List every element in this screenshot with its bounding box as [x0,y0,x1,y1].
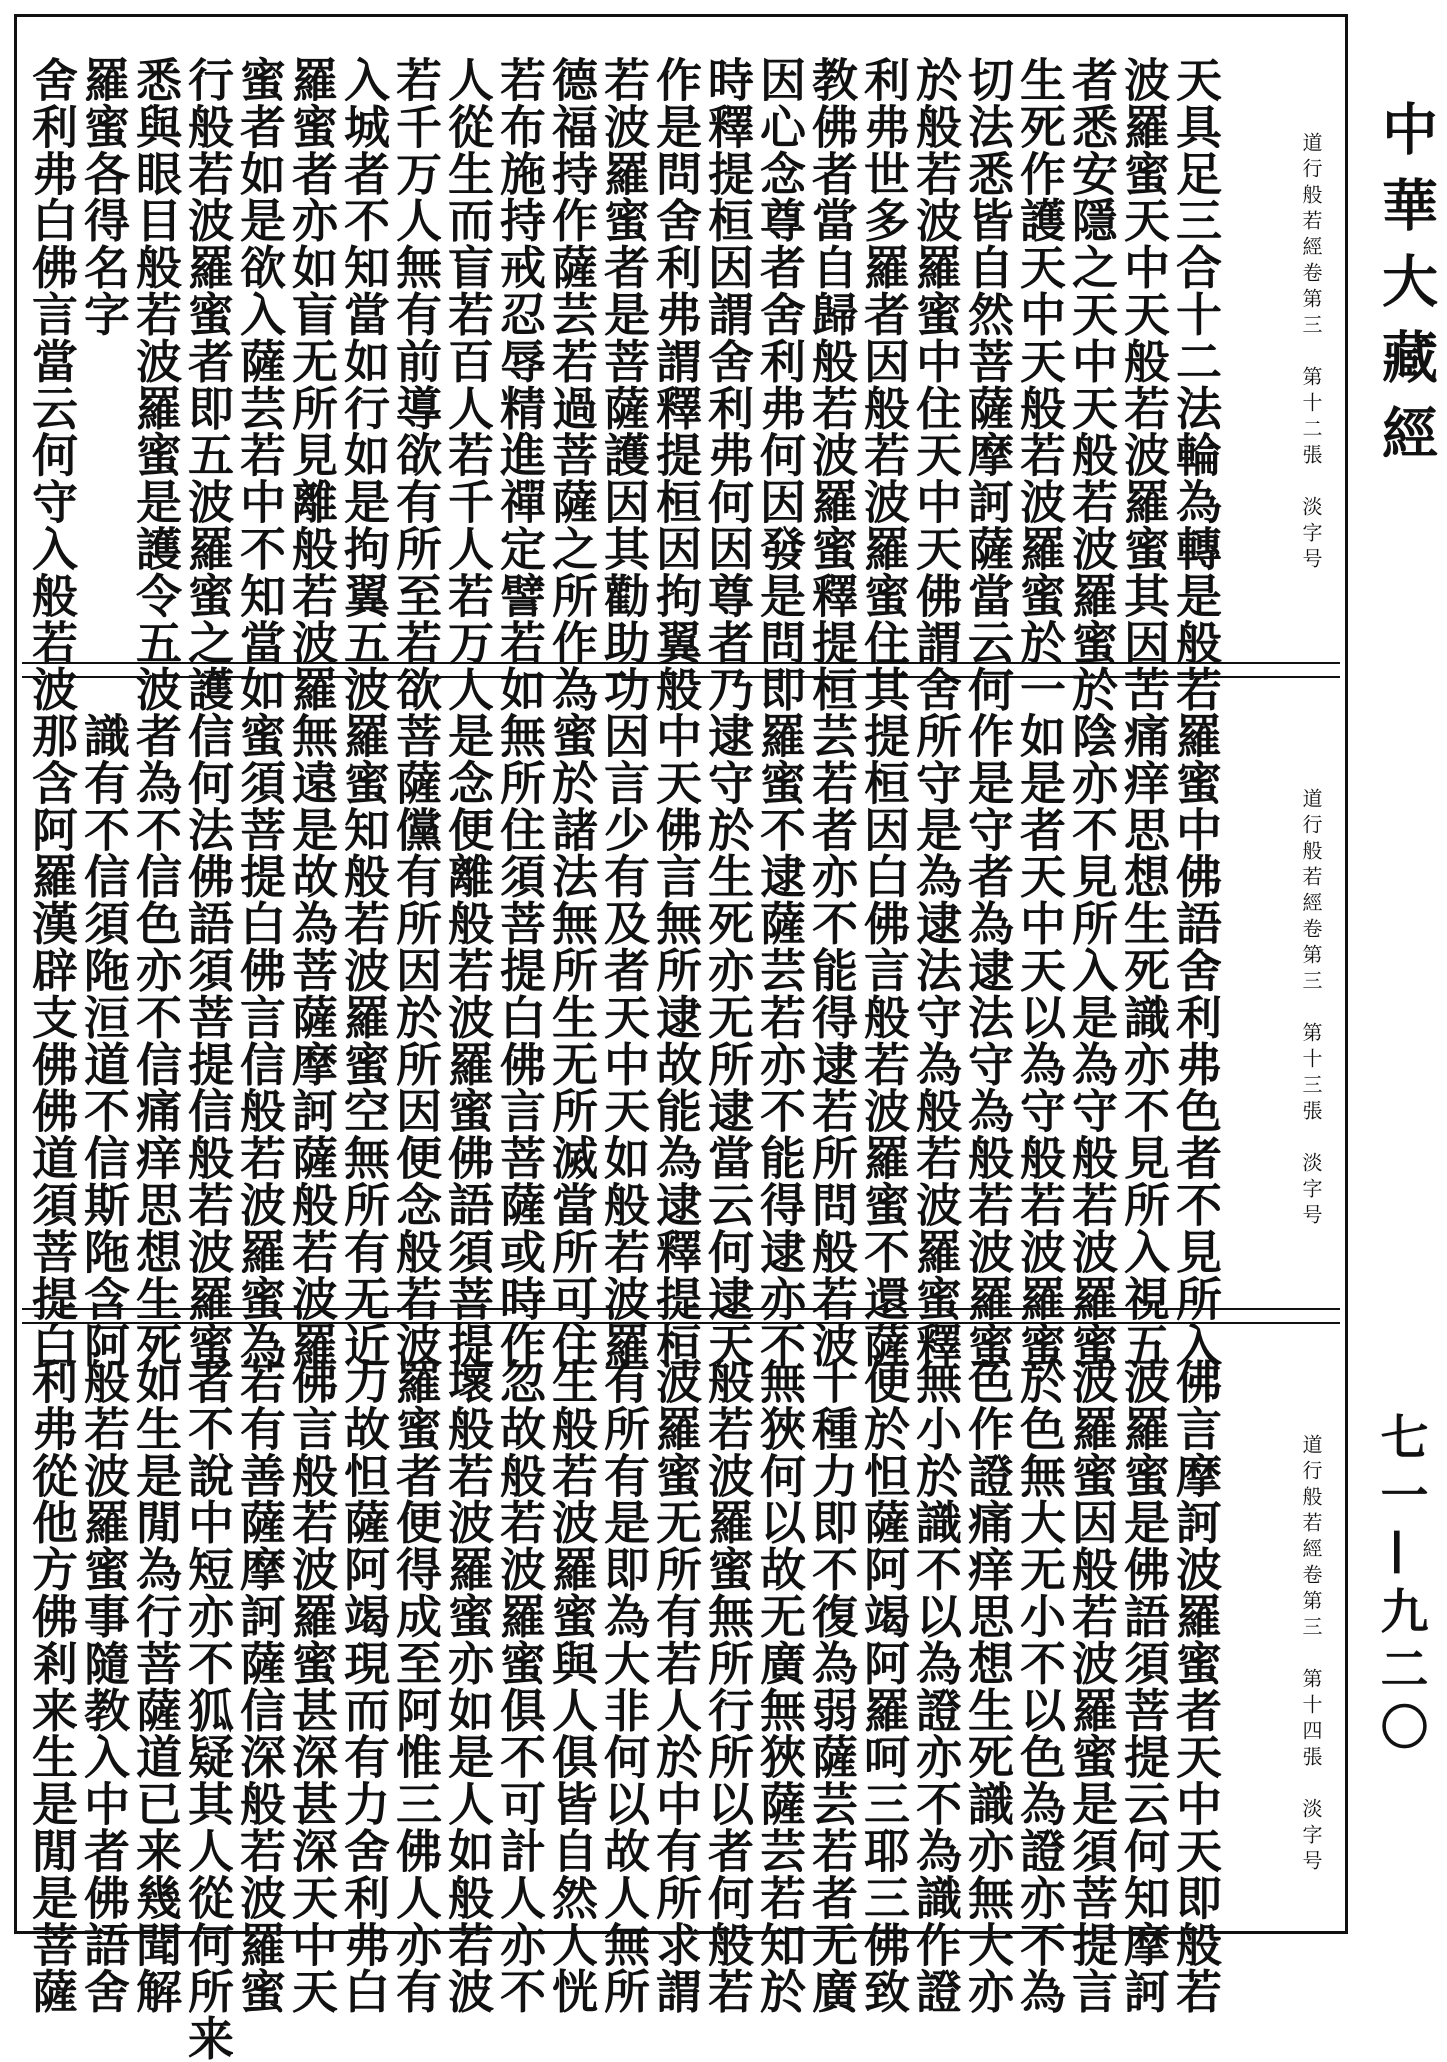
text-column: 入城者不知當如行如是拘翼五波 [337,56,391,713]
text-column: 有所有是即為大非何以故人無所 [597,1358,651,2015]
text-column: 羅蜜不逮薩芸若亦不能得逮亦不 [753,712,807,1369]
text-column: 所守是為逮法守為般若波羅蜜釋 [909,712,963,1369]
text-column: 者為不信色亦不信痛痒思想生死 [129,712,183,1369]
text-column: 舍利弗白佛言當云何守入般若波 [25,56,79,713]
text-panel-1 [22,22,1340,713]
text-column: 無小於識不以為證亦不為識作證 [909,1358,963,2015]
text-column: 行般若波羅蜜者即五波羅蜜之護 [181,56,235,713]
text-column: 若千万人無有前導欲有所至若欲 [389,56,443,713]
text-column: 悉與眼目般若波羅蜜是護令五波 [129,56,183,713]
margin-note: 道行般若經卷第三 第十四張 淡字号 [1299,1434,1323,1876]
text-panel-2 [22,678,1340,1369]
text-column: 人從生而盲若百人若千人若万人 [441,56,495,713]
text-column: 識有不信須陁洹道不信斯陁含阿 [77,712,131,1369]
text-column: 信何法佛語須菩提信般若波羅蜜 [181,712,235,1369]
text-column: 蜜須菩提白佛言信般若波羅蜜為 [233,712,287,1369]
text-column: 生死作護天中天般若波羅蜜於一 [1013,56,1067,713]
text-column: 芸若者亦不能得逮若所問般若波 [805,712,859,1369]
text-panel-3 [22,1324,1340,2062]
text-column: 般若波羅蜜無所行所以者何般若 [701,1358,755,2015]
text-columns [25,56,1223,713]
collection-title: 中華大藏經 [1373,100,1439,480]
text-column: 菩薩儻有所因於所因便念般若波 [389,712,443,1369]
text-column: 羅蜜各得名字 [77,56,131,338]
text-column: 生般若波羅蜜與人俱皆自然人恍 [545,1358,599,2015]
text-column: 無狹何以故无廣無狹薩芸若知於 [753,1358,807,2015]
text-column: 色作證痛痒思想生死識亦無大亦 [961,1358,1015,2015]
text-column: 那含阿羅漢辟支佛佛道須菩提白 [25,712,79,1369]
text-column: 逮守於生死亦无所逮當云何逮天 [701,712,755,1369]
text-column: 波羅蜜无所有若人於中有所求謂 [649,1358,703,2015]
text-column: 若有善薩摩訶薩信深般若波羅蜜 [233,1358,287,2015]
text-column: 無遠是故為菩薩摩訶薩般若波羅 [285,712,339,1369]
text-column: 羅蜜知般若波羅蜜空無所有无近 [337,712,391,1369]
margin-note: 道行般若經卷第三 第十三張 淡字号 [1299,788,1323,1230]
text-column: 佛言摩訶波羅蜜者天中天即般若 [1169,1358,1223,2015]
text-column: 者不說中短亦不狐疑其人從何所来 [181,1358,235,2062]
text-column: 於色無大无小不以色為證亦不為 [1013,1358,1067,2015]
text-column: 羅蜜者便得成至阿惟三佛人亦有 [389,1358,443,2015]
text-column: 陰亦不見所入是為守般若波羅蜜 [1065,712,1119,1369]
text-column: 如生是閒為行菩薩道已来幾聞解 [129,1358,183,2015]
text-column: 羅蜜者亦如盲无所見離般若波羅 [285,56,339,713]
text-column: 波羅蜜因般若波羅蜜是須菩提言 [1065,1358,1119,2015]
text-column: 因言少有及者天中天如般若波羅 [597,712,651,1369]
text-column: 若布施持戒忍辱精進禪定譬若如 [493,56,547,713]
text-column: 提桓因白佛言般若波羅蜜不還薩 [857,712,911,1369]
text-column: 痛痒思想生死識亦不見所入視五 [1117,712,1171,1369]
text-column: 便於怛薩阿竭阿羅呵三耶三佛致 [857,1358,911,2015]
text-column: 者悉安隱之天中天般若波羅蜜於 [1065,56,1119,713]
text-column: 壞般若波羅蜜亦如是人如般若波 [441,1358,495,2015]
text-column: 波羅蜜天中天般若波羅蜜其因苦 [1117,56,1171,713]
text-column: 中天佛言無所逮故能為逮釋提桓 [649,712,703,1369]
text-column: 利弗世多羅者因般若波羅蜜住其 [857,56,911,713]
text-column: 般若波羅蜜事隨教入中者佛語舍 [77,1358,131,2015]
text-column: 若波羅蜜者是菩薩護因其勸助功 [597,56,651,713]
text-column: 佛言般若波羅蜜甚深甚深天中天 [285,1358,339,2015]
text-column: 十種力即不復為弱薩芸若者无廣 [805,1358,859,2015]
text-column: 蜜者如是欲入薩芸若中不知當如 [233,56,287,713]
text-columns [25,1358,1223,2062]
text-column: 無所住須菩提白佛言菩薩或時作 [493,712,547,1369]
text-column: 是念便離般若波羅蜜佛語須菩提 [441,712,495,1369]
text-column: 力故怛薩阿竭現而有力舍利弗白 [337,1358,391,2015]
text-column: 蜜於諸法無所生无所滅當所可住 [545,712,599,1369]
text-column: 波羅蜜是佛語須菩提云何知摩訶 [1117,1358,1171,2015]
text-column: 於般若波羅蜜中住天中天佛謂舍 [909,56,963,713]
text-column: 作是守者為逮法守為般若波羅蜜 [961,712,1015,1369]
text-column: 因心念尊者舍利弗何因發是問即 [753,56,807,713]
text-column: 時釋提桓因謂舍利弗何因尊者乃 [701,56,755,713]
text-column: 羅蜜中佛語舍利弗色者不見所入 [1169,712,1223,1369]
text-column: 利弗從他方佛剎来生是閒是菩薩 [25,1358,79,2015]
text-column: 作是問舍利弗謂釋提桓因拘翼般 [649,56,703,713]
text-column: 忽故般若波羅蜜俱不可計人亦不 [493,1358,547,2015]
text-column: 天具足三合十二法輪為轉是般若 [1169,56,1223,713]
margin-note: 道行般若經卷第三 第十二張 淡字号 [1299,132,1323,574]
text-column: 如是者天中天以為守般若波羅蜜 [1013,712,1067,1369]
text-column: 切法悉皆自然菩薩摩訶薩當云何 [961,56,1015,713]
text-column: 教佛者當自歸般若波羅蜜釋提桓 [805,56,859,713]
text-columns [25,712,1223,1369]
text-column: 德福持作薩芸若過菩薩之所作為 [545,56,599,713]
page-number: 七一—九二〇 [1372,1412,1428,1760]
